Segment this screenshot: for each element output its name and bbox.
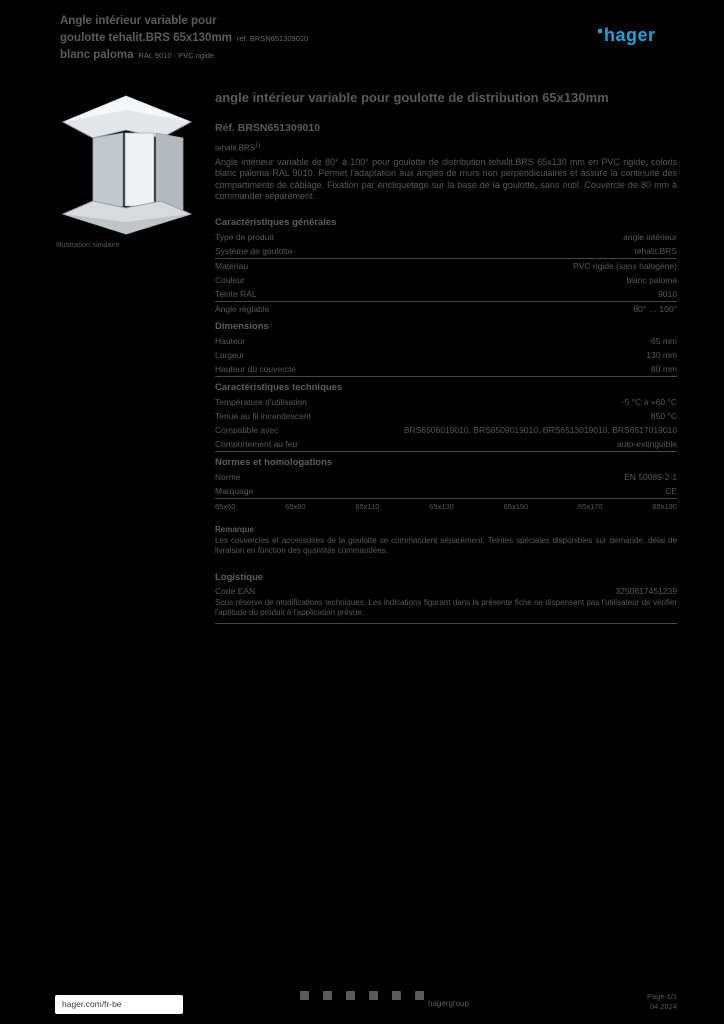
spec-label: Norme [215,471,241,482]
spec-row [215,470,677,484]
spec-value: PVC rigide (sans halogène) [573,260,677,271]
spec-value: 80° … 100° [633,303,677,314]
spec-label: Code EAN [215,585,256,596]
spec-row [215,362,677,377]
spec-row [215,287,677,302]
title-line: blanc paloma RAL 9010 · PVC rigide [60,49,215,61]
document-title-block [60,13,390,64]
spec-cell: 65x190 [652,501,677,511]
spec-section-title: Caractéristiques techniques [215,381,343,393]
range-footnote-mark: 1) [255,143,261,149]
spec-section [215,316,677,377]
spec-value: EN 50085-2-1 [624,471,677,482]
pinterest-icon[interactable] [415,991,424,1000]
spec-label: Couleur [215,274,245,285]
image-caption: Illustration similaire [56,240,120,249]
spec-label: Type de produit [215,231,274,242]
spec-row [215,334,677,348]
spec-cells-row [215,499,677,513]
spec-value: BRS6506019010, BRS6509019010, BRS6513019010, BRS6517019010 [403,424,677,435]
spec-row [215,423,677,437]
spec-section [215,452,677,513]
footer-url-link[interactable]: hager.com/fr-be [55,995,183,1014]
spec-row [215,244,677,259]
product-range [215,143,677,153]
spec-label: Comportement au feu [215,438,298,449]
spec-row [215,437,677,452]
spec-value: blanc paloma [626,274,677,285]
product-description: Angle intérieur variable de 80° à 100° pour goulotte de distribution tehalit.BRS 65x130 mm en PVC rigide, coloris blanc paloma RAL 9010. Permet l'adaptation aux angles de murs non perpendiculaires et assure la continuité des compartiments de câblage. Fixation par encliquetage sur la base de la goulotte, sans outil. Couvercle de 80 mm à commander séparément. [215,156,677,202]
product-reference: Réf. BRSN651309010 [215,122,321,134]
title-line-tail: RAL 9010 · PVC rigide [138,51,215,60]
spec-label: Matériau [215,260,249,271]
linkedin-icon[interactable] [346,991,355,1000]
spec-label: Marquage [215,485,254,496]
remark-text: Les couvercles et accessoires de la goulotte se commandent séparément. Teintes spéciales disponibles sur demande, délai de livraison en fonction des quantités commandées. [215,535,677,556]
title-line: Angle intérieur variable pour [60,15,217,27]
spec-cell: 65x60 [215,501,236,511]
spec-row [215,230,677,244]
logistics-note: Sous réserve de modifications techniques. Les indications figurant dans la présente fiche ne dispensent pas l'utilisateur de vérifier l'aptitude du produit à l'application prévue. [215,598,677,624]
spec-value: CE [665,485,677,496]
logistics-title: Logistique [215,571,264,583]
footer-page-number: Page 1/1 [646,992,677,1001]
spec-cell: 65x90 [285,501,306,511]
spec-label: Hauteur du couvercle [215,363,296,374]
product-details-column [215,90,677,624]
spec-row [215,348,677,362]
spec-section-title: Dimensions [215,320,269,332]
spec-value: tehalit.BRS [634,245,677,256]
footer-date: 04.2024 [649,1002,677,1011]
spec-row [215,273,677,287]
youtube-icon[interactable] [369,991,378,1000]
spec-label: Angle réglable [215,303,270,314]
instagram-icon[interactable] [392,991,401,1000]
logistics-section [215,567,677,624]
title-line-tail: réf. BRSN651309010 [236,34,309,43]
spec-section-title: Caractéristiques générales [215,216,337,228]
remark-title: Remarque [215,524,255,534]
spec-row [215,302,677,316]
spec-cell: 65x150 [503,501,529,511]
product-image [55,88,197,235]
spec-row [215,584,677,598]
range-label: tehalit.BRS [215,143,256,153]
spec-label: Système de goulotte [215,245,293,256]
spec-row [215,259,677,273]
facebook-icon[interactable] [300,991,309,1000]
trunking-corner-illustration [55,88,197,235]
spec-sections [215,212,677,513]
spec-label: Tenue au fil incandescent [215,410,311,421]
spec-cell: 65x110 [355,501,380,511]
title-line: goulotte tehalit.BRS 65x130mm réf. BRSN651309010 [60,32,309,44]
product-name: angle intérieur variable pour goulotte de distribution 65x130mm [215,90,609,105]
spec-value: 3250617451239 [615,585,677,596]
x-icon[interactable] [323,991,332,1000]
spec-label: Hauteur [215,335,246,346]
logistics-rows [215,584,677,598]
spec-label: Largeur [215,349,245,360]
spec-cell: 65x130 [429,501,454,511]
spec-label: Teinte RAL [215,288,257,299]
hager-logo [598,25,656,46]
spec-section [215,377,677,452]
logo-text: hager [604,25,656,45]
spec-value: 9010 [658,288,677,299]
remark-block [215,525,677,557]
spec-value: auto-extinguible [616,438,677,449]
spec-value: angle intérieur [623,231,677,242]
spec-row [215,484,677,499]
social-icons-row [300,991,438,1000]
spec-row [215,395,677,409]
spec-label: Compatible avec [215,424,279,435]
spec-value: 850 °C [650,410,677,421]
spec-value: -5 °C à +60 °C [621,396,677,407]
spec-label: Température d'utilisation [215,396,307,407]
spec-value: 130 mm [646,349,677,360]
logo-flag-icon [598,29,602,33]
spec-value: 65 mm [651,335,677,346]
spec-section-title: Normes et homologations [215,456,333,468]
spec-cell: 65x170 [577,501,603,511]
spec-row [215,409,677,423]
hagergroup-label: hagergroup [428,999,469,1008]
footer-meta [647,992,677,1012]
spec-section [215,212,677,316]
spec-value: 80 mm [651,363,677,374]
